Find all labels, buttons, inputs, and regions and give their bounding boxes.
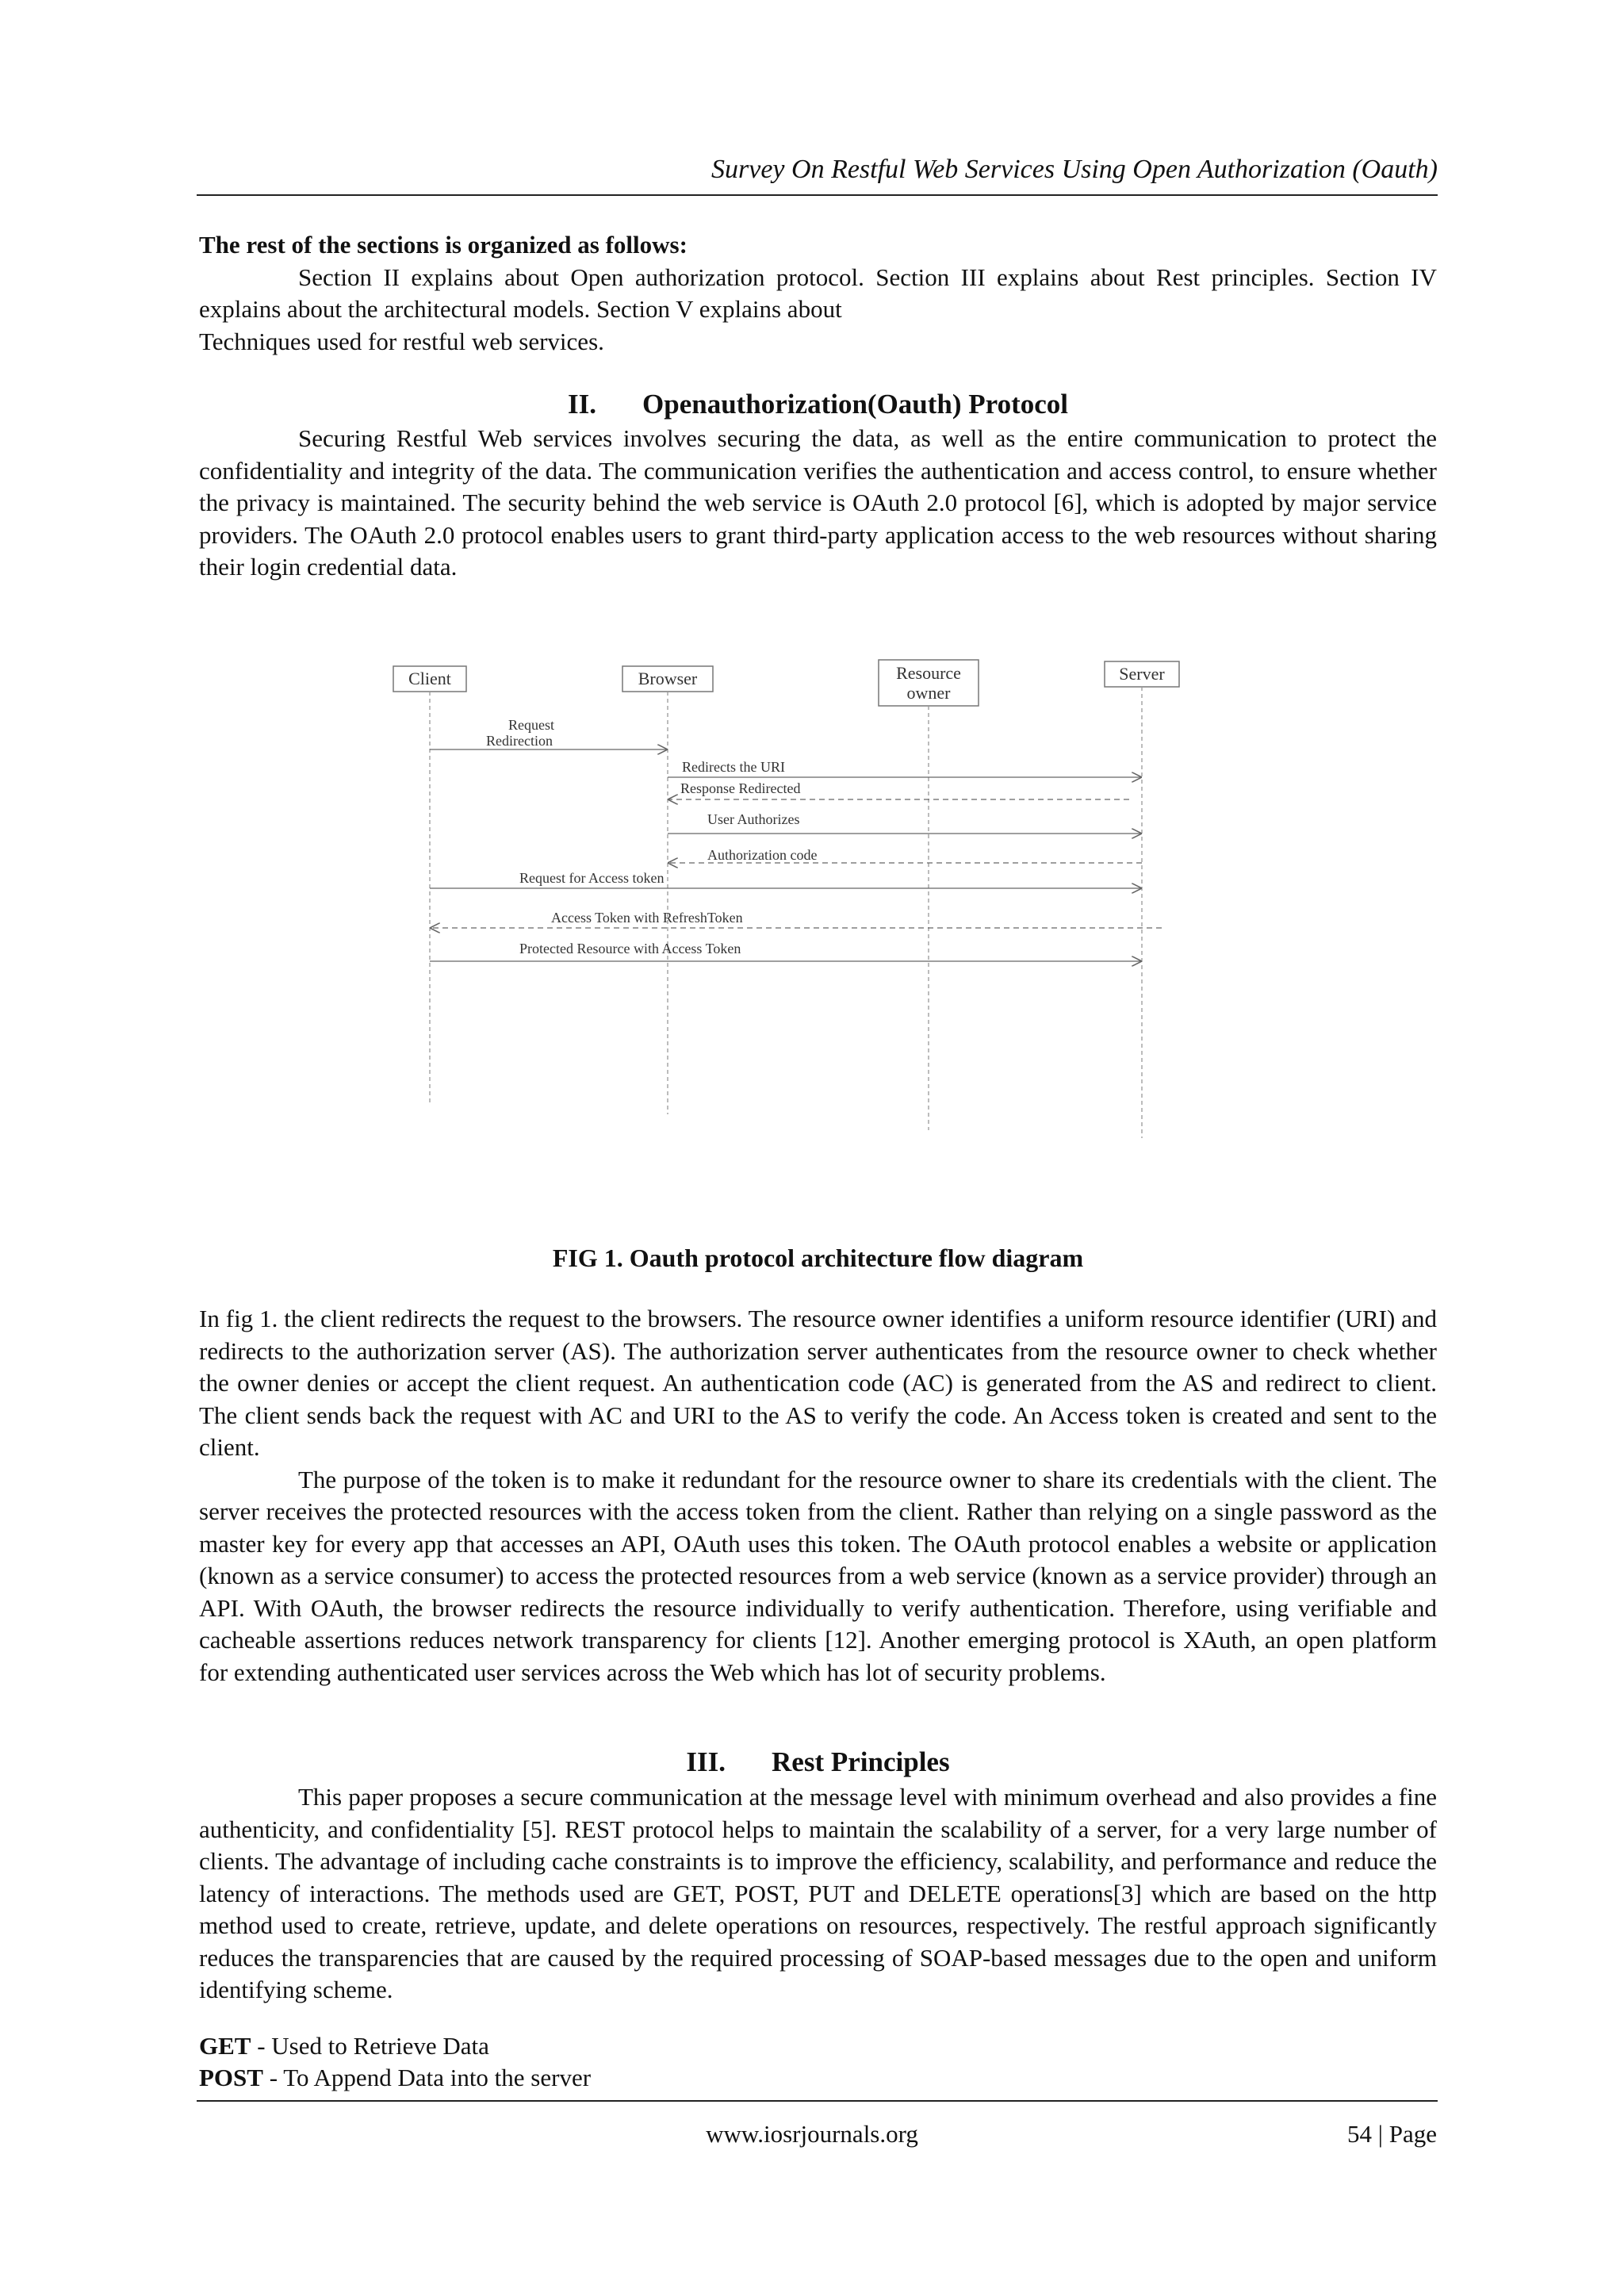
section-2-number: II.	[568, 389, 596, 420]
msg-redirects-uri: Redirects the URI	[682, 759, 785, 775]
msg-request-redirection-line1: Request	[508, 717, 554, 733]
section-2-heading	[199, 389, 1437, 420]
discussion-paragraph-1: In fig 1. the client redirects the request to the browsers. The resource owner identifies a uniform resource identifier (URI) and redirects to the authorization server (AS). The authorization server authenticates from the resource owner to check whether the owner denies or accept the client request. An authentication code (AC) is generated from the AS and redirect to client. The client sends back the request with AC and URI to the AS to verify the code. An Access token is created and sent to the client.	[199, 1305, 1437, 1461]
section-3-paragraph: This paper proposes a secure communication at the message level with minimum overhead and also provides a fine authenticity, and confidentiality [5]. REST protocol helps to maintain the scalability of a server, for a very large number of clients. The advantage of including cache constraints is to improve the efficiency, scalability, and performance and reduce the latency of interactions. The methods used are GET, POST, PUT and DELETE operations[3] which are based on the http method used to create, retrieve, update, and delete operations on resources, respectively. The restful approach significantly reduces the transparencies that are caused by the required processing of SOAP-based messages due to the open and uniform identifying scheme.	[199, 1783, 1437, 2003]
post-description: - To Append Data into the server	[269, 2064, 592, 2091]
post-definition	[199, 2062, 591, 2094]
intro-block	[199, 229, 1437, 358]
intro-paragraph-end: Techniques used for restful web services.	[199, 327, 604, 355]
server-label: Server	[1119, 664, 1165, 684]
section-3-heading	[199, 1746, 1437, 1778]
intro-paragraph: Section II explains about Open authorization protocol. Section III explains about Rest principles. Section IV explains about the architectural models. Section V explains about	[199, 263, 1437, 323]
msg-request-redirection-line2: Redirection	[486, 733, 553, 749]
resource-owner-label-line2: owner	[906, 683, 951, 703]
footer-page-number: 54 | Page	[1347, 2120, 1437, 2148]
msg-user-authorizes: User Authorizes	[707, 811, 800, 827]
footer-site: www.iosrjournals.org	[706, 2120, 918, 2148]
figure-caption: FIG 1. Oauth protocol architecture flow diagram	[552, 1244, 1084, 1272]
section-2-body	[199, 423, 1437, 584]
section-3-body	[199, 1781, 1437, 2007]
header-rule	[197, 194, 1438, 196]
running-title: Survey On Restful Web Services Using Open Authorization (Oauth)	[711, 155, 1438, 184]
msg-protected-resource: Protected Resource with Access Token	[519, 941, 741, 956]
discussion-paragraph-2: The purpose of the token is to make it redundant for the resource owner to share its credentials with the client. The server receives the protected resources with the access token from the client. Rather than relying on a single password as the master key for every app that accesses an API, OAuth uses this token. The OAuth protocol enables a website or application (known as a service consumer) to access the protected resources from a web service (known as a service provider) through an API. With OAuth, the browser redirects the resource individually to verify authentication. Therefore, using verifiable and cacheable assertions reduces network transparency for clients [12]. Another emerging protocol is XAuth, an open platform for extending authenticated user services across the Web which has lot of security problems.	[199, 1465, 1437, 1686]
discussion-block	[199, 1303, 1437, 1688]
footer-rule	[197, 2100, 1438, 2102]
section-3-number: III.	[686, 1746, 726, 1777]
intro-lead: The rest of the sections is organized as follows:	[199, 231, 688, 259]
section-2-title: Openauthorization(Oauth) Protocol	[642, 389, 1068, 420]
get-term: GET	[199, 2032, 251, 2060]
section-2-paragraph: Securing Restful Web services involves securing the data, as well as the entire communication to protect the confidentiality and integrity of the data. The communication verifies the authentication and access control, to ensure whether the privacy is maintained. The security behind the web service is OAuth 2.0 protocol [6], which is adopted by major service providers. The OAuth 2.0 protocol enables users to grant third-party application access to the web resources without sharing their login credential data.	[199, 424, 1437, 581]
msg-authorization-code: Authorization code	[707, 847, 818, 863]
resource-owner-label-line1: Resource	[896, 663, 961, 683]
oauth-flow-diagram	[365, 650, 1237, 1158]
section-3-title: Rest Principles	[772, 1746, 950, 1777]
client-label: Client	[408, 669, 451, 688]
http-method-definitions	[199, 2030, 591, 2094]
get-description: - Used to Retrieve Data	[257, 2032, 489, 2060]
get-definition	[199, 2030, 591, 2062]
msg-request-access-token: Request for Access token	[519, 870, 665, 886]
browser-label: Browser	[638, 669, 698, 688]
msg-response-redirected: Response Redirected	[680, 780, 801, 796]
msg-access-token-refresh: Access Token with RefreshToken	[551, 910, 743, 926]
post-term: POST	[199, 2064, 263, 2091]
